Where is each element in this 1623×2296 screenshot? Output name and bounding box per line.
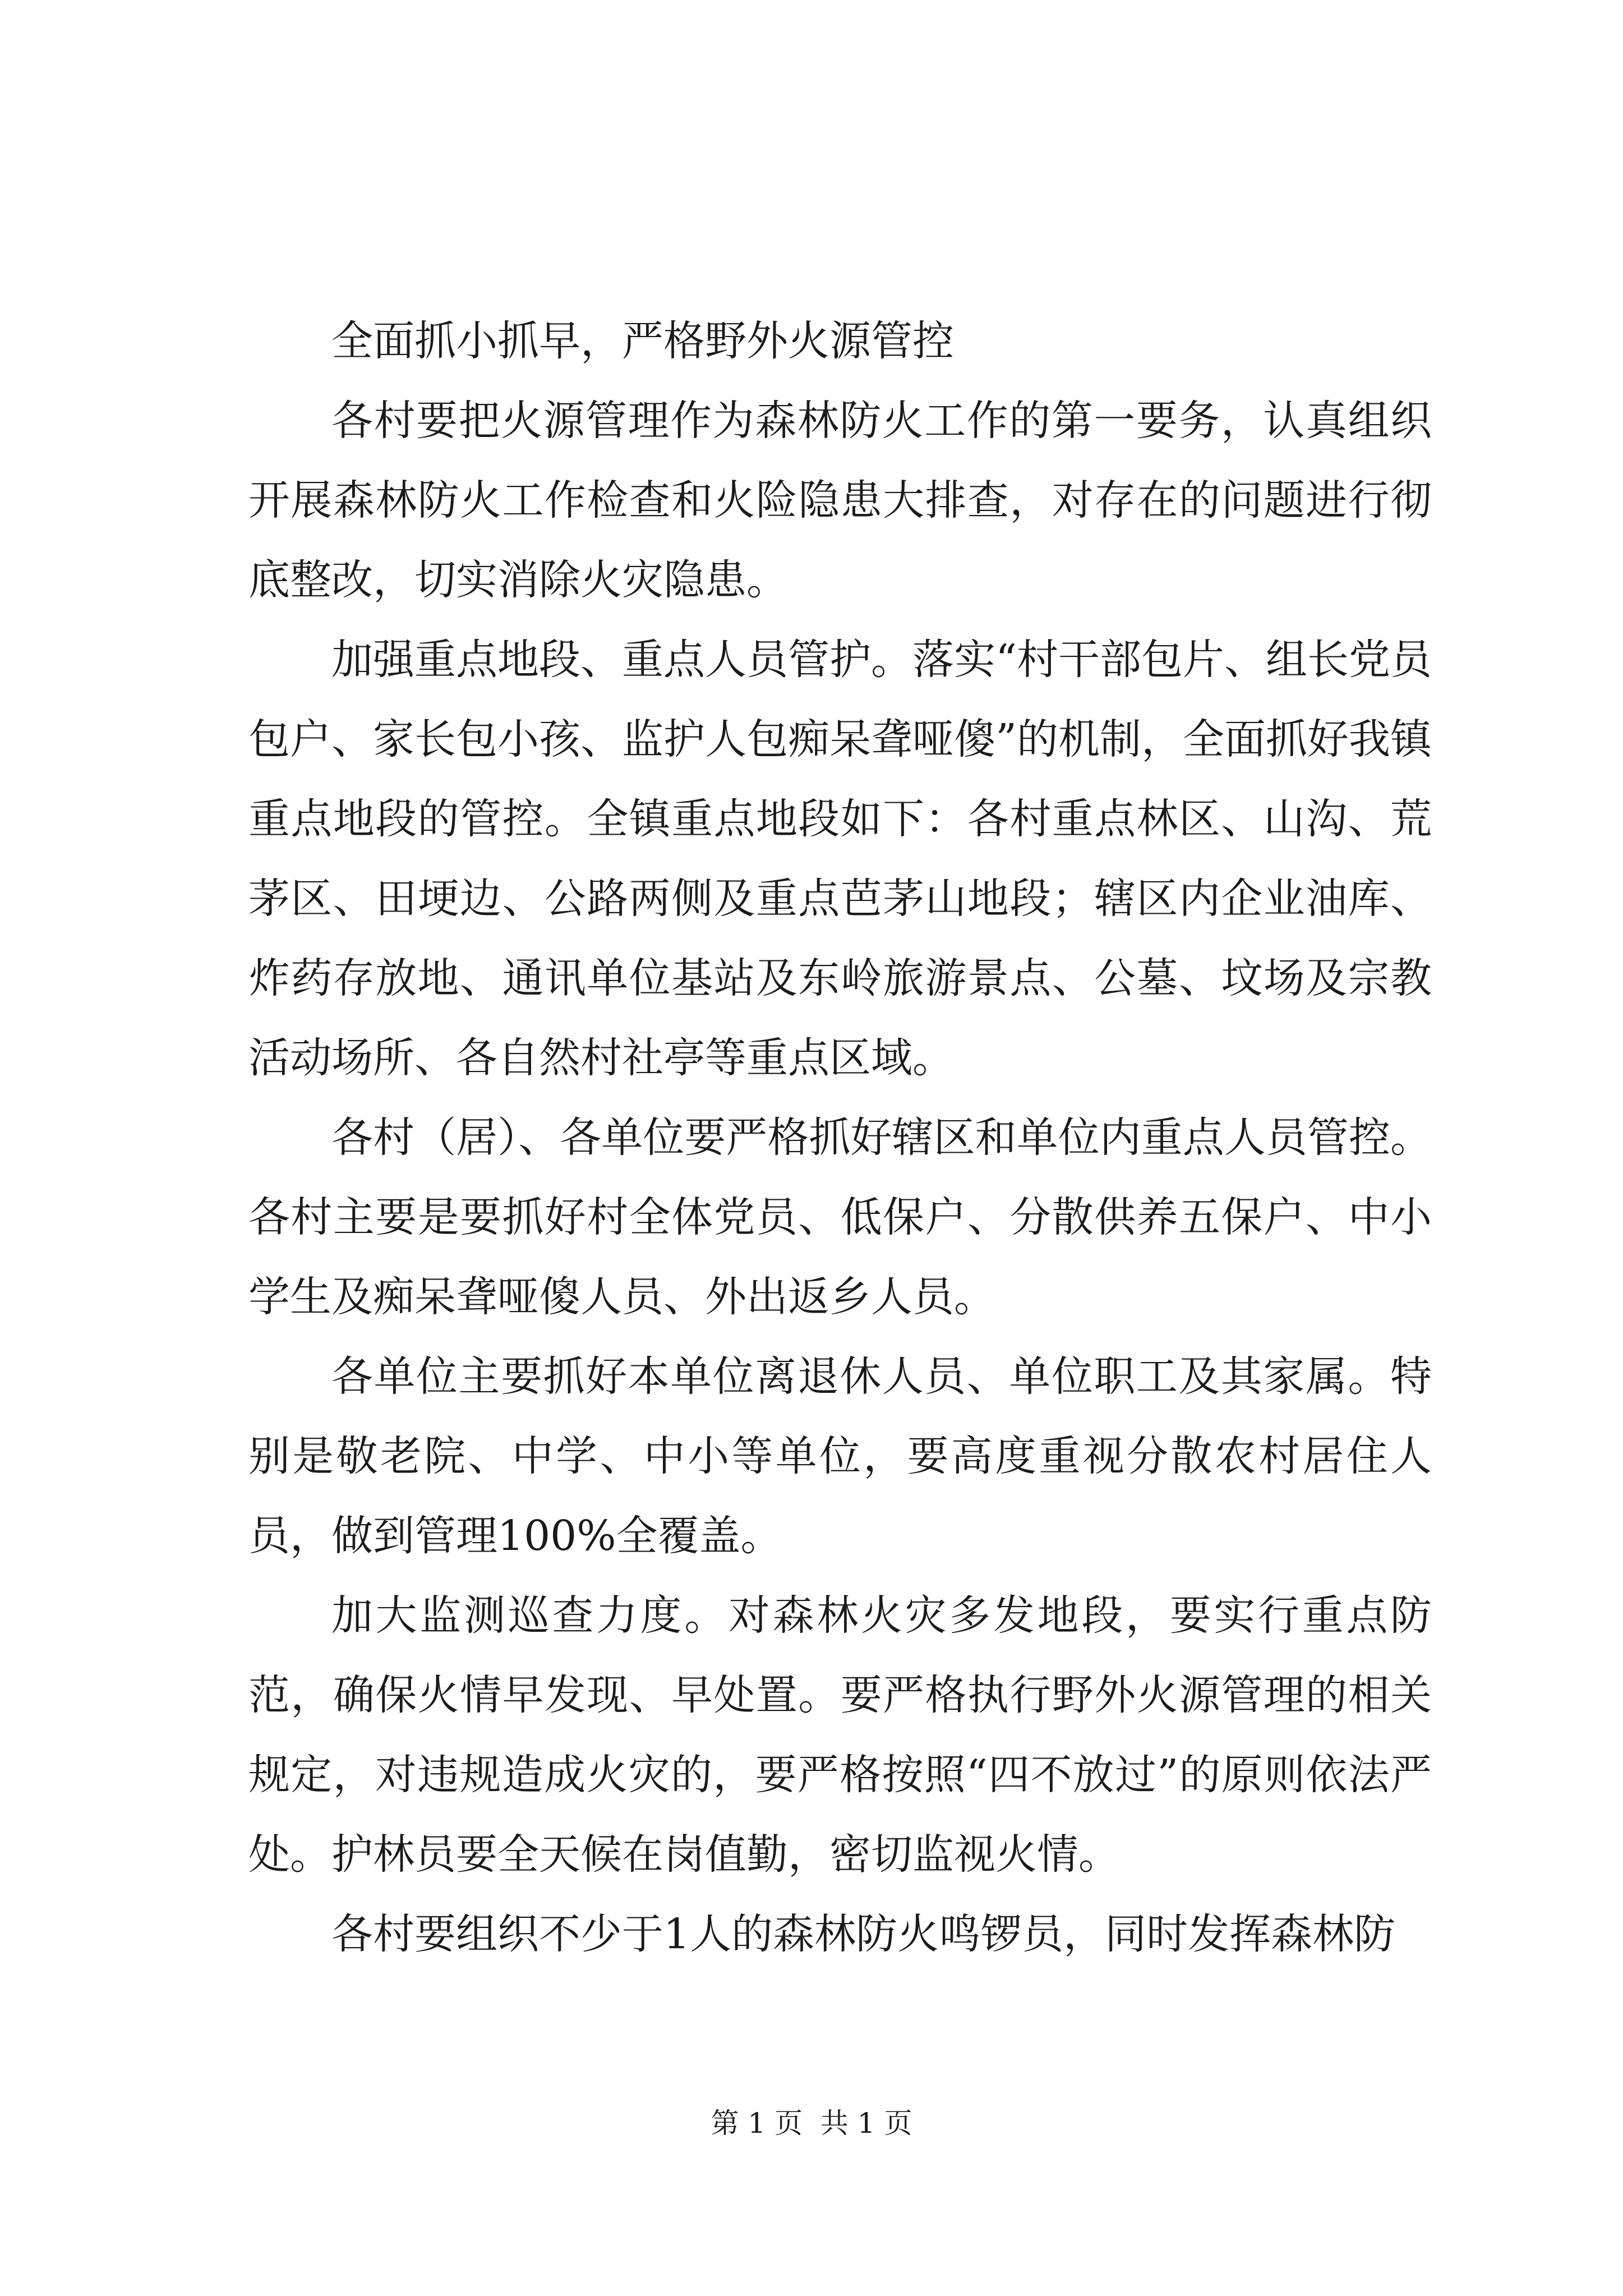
paragraph: 加大监测巡查力度。对森林火灾多发地段，要实行重点防范，确保火情早发现、早处置。要严格执行野外火源管理的相关规定，对违规造成火灾的，要严格按照“四不放过”的原则依法严处。护林员要全天候在岗值勤，密切监视火情。 <box>248 1591 1432 1879</box>
paragraph: 各村要组织不少于1人的森林防火鸣锣员，同时发挥森林防 <box>331 1910 1396 1958</box>
paragraph: 各单位主要抓好本单位离退休人员、单位职工及其家属。特别是敬老院、中学、中小等单位，要高度重视分散农村居住人员，做到管理100%全覆盖。 <box>248 1352 1432 1560</box>
paragraph: 各村要把火源管理作为森林防火工作的第一要务，认真组织开展森林防火工作检查和火险隐患大排查，对存在的问题进行彻底整改，切实消除火灾隐患。 <box>248 397 1432 604</box>
page-number-label: 第 1 页 共 1 页 <box>711 2107 912 2139</box>
paragraph-heading: 全面抓小抓早，严格野外火源管控 <box>331 317 954 365</box>
document-body <box>248 301 1432 1974</box>
paragraph: 加强重点地段、重点人员管护。落实“村干部包片、组长党员包户、家长包小孩、监护人包痴呆聋哑傻”的机制，全面抓好我镇重点地段的管控。全镇重点地段如下：各村重点林区、山沟、荒茅区、田埂边、公路两侧及重点芭茅山地段；辖区内企业油库、炸药存放地、通讯单位基站及东岭旅游景点、公墓、坟场及宗教活动场所、各自然村社亭等重点区域。 <box>248 636 1432 1082</box>
page-footer <box>0 2106 1623 2140</box>
paragraph: 各村（居）、各单位要严格抓好辖区和单位内重点人员管控。各村主要是要抓好村全体党员、低保户、分散供养五保户、中小学生及痴呆聋哑傻人员、外出返乡人员。 <box>248 1114 1432 1321</box>
